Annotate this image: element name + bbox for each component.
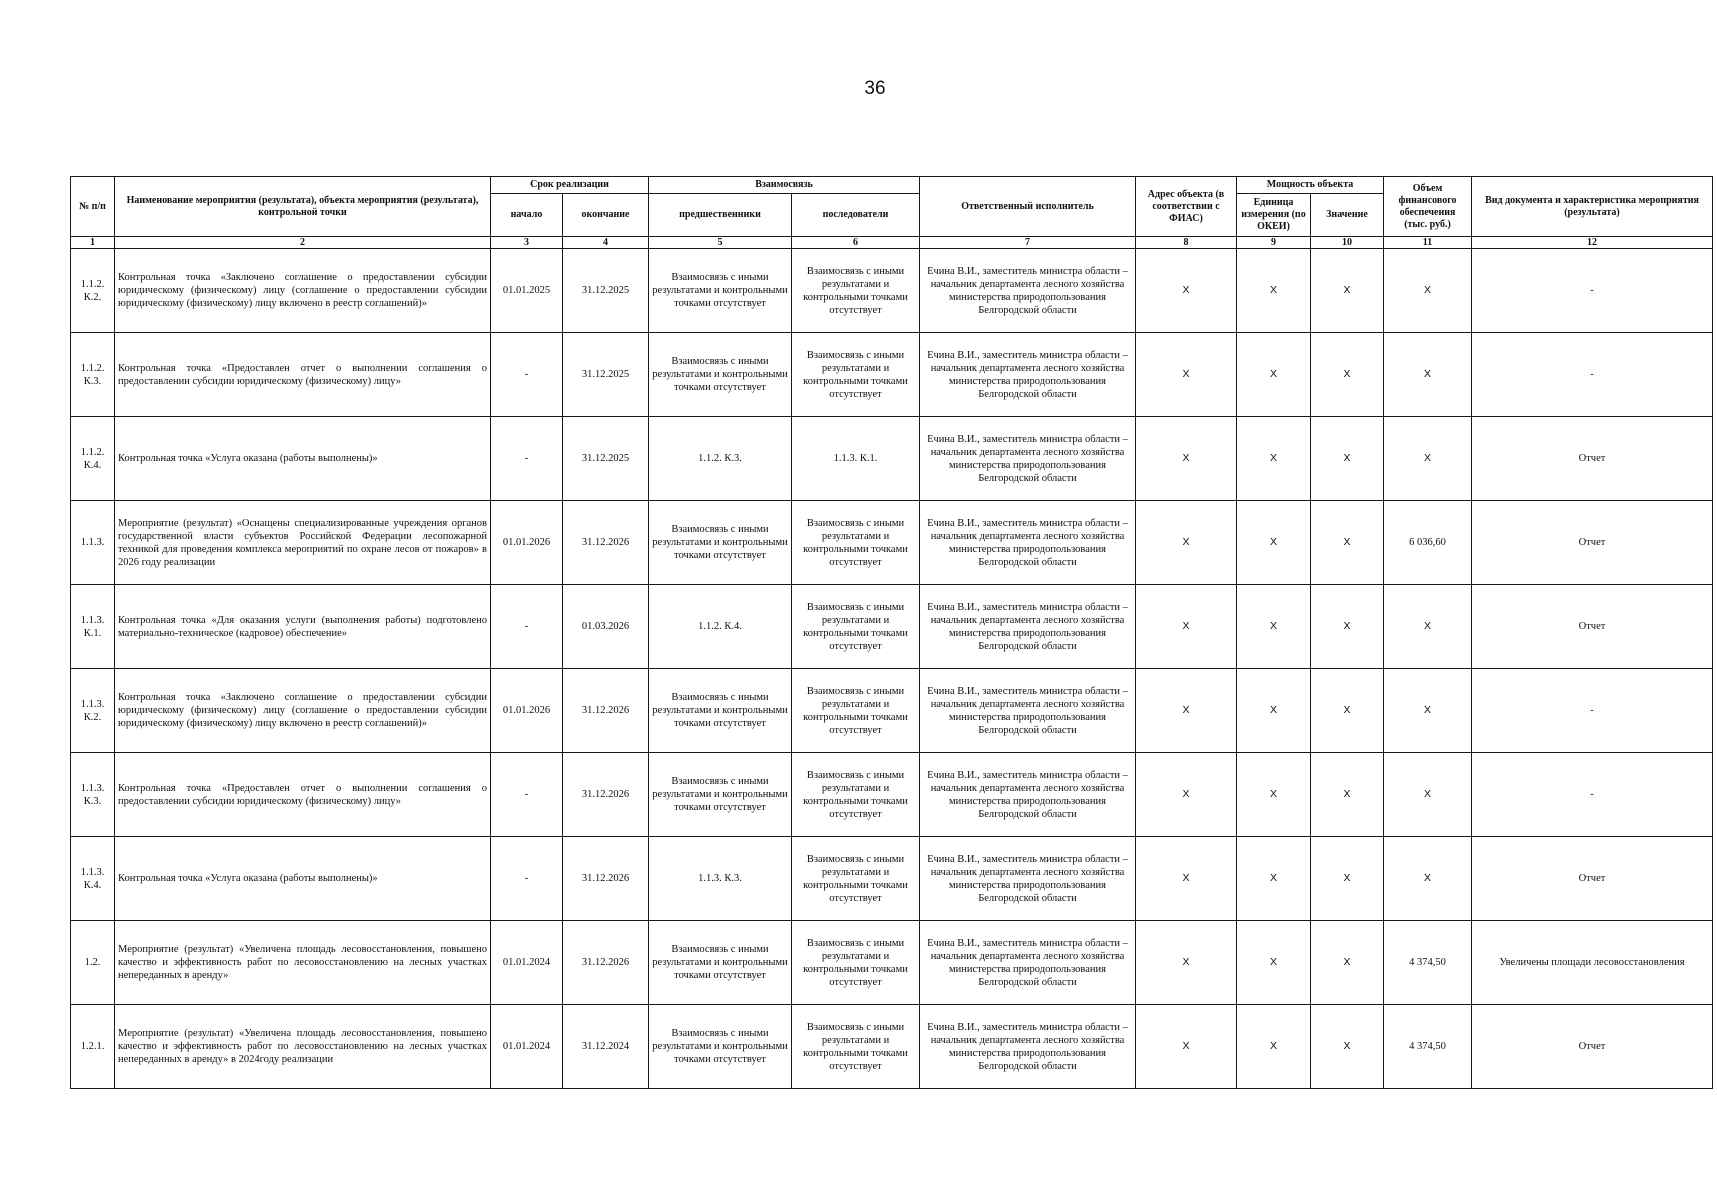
row-end: 31.12.2026 [563,501,649,585]
row-successors: Взаимосвязь с иными результатами и контрольными точками отсутствует [792,753,920,837]
row-document: Отчет [1472,585,1713,669]
column-number: 2 [115,237,491,249]
row-value: X [1311,501,1384,585]
row-name: Контрольная точка «Для оказания услуги (выполнения работы) подготовлено материально-техническое (кадровое) обеспечение» [115,585,491,669]
column-number: 5 [649,237,792,249]
row-unit: X [1237,921,1311,1005]
header-capacity: Мощность объекта [1237,177,1384,194]
column-number: 12 [1472,237,1713,249]
row-predecessors: 1.1.2. К.3. [649,417,792,501]
row-document: - [1472,753,1713,837]
row-start: - [491,837,563,921]
table-row [71,837,1713,921]
row-unit: X [1237,669,1311,753]
row-address: X [1136,669,1237,753]
row-document: Отчет [1472,837,1713,921]
row-value: X [1311,333,1384,417]
column-number: 1 [71,237,115,249]
table-row [71,753,1713,837]
row-finance: X [1384,837,1472,921]
table-body [71,249,1713,1089]
row-start: 01.01.2024 [491,921,563,1005]
row-responsible: Ечина В.И., заместитель министра области – начальник департамента лесного хозяйства министерства природопользования Белгородской области [920,585,1136,669]
header-successors: последователи [792,194,920,237]
row-number: 1.1.3. К.1. [71,585,115,669]
row-name: Контрольная точка «Услуга оказана (работы выполнены)» [115,417,491,501]
column-number: 4 [563,237,649,249]
row-number: 1.1.3. К.2. [71,669,115,753]
row-finance: X [1384,417,1472,501]
row-name: Мероприятие (результат) «Увеличена площадь лесовосстановления, повышено качество и эффективность работ по лесовосстановлению на лесных участках непереданных в аренду» в 2024году реализации [115,1005,491,1089]
header-name: Наименование мероприятия (результата), объекта мероприятия (результата), контрольной точки [115,177,491,237]
row-document: Отчет [1472,417,1713,501]
row-address: X [1136,585,1237,669]
row-start: - [491,417,563,501]
row-predecessors: Взаимосвязь с иными результатами и контрольными точками отсутствует [649,249,792,333]
row-successors: Взаимосвязь с иными результатами и контрольными точками отсутствует [792,585,920,669]
row-address: X [1136,333,1237,417]
row-finance: X [1384,249,1472,333]
row-finance: X [1384,585,1472,669]
row-end: 31.12.2026 [563,921,649,1005]
row-successors: 1.1.3. К.1. [792,417,920,501]
row-end: 31.12.2026 [563,837,649,921]
row-successors: Взаимосвязь с иными результатами и контрольными точками отсутствует [792,1005,920,1089]
row-responsible: Ечина В.И., заместитель министра области – начальник департамента лесного хозяйства министерства природопользования Белгородской области [920,921,1136,1005]
table-row [71,585,1713,669]
row-end: 31.12.2025 [563,249,649,333]
row-value: X [1311,585,1384,669]
row-responsible: Ечина В.И., заместитель министра области – начальник департамента лесного хозяйства министерства природопользования Белгородской области [920,417,1136,501]
row-successors: Взаимосвязь с иными результатами и контрольными точками отсутствует [792,333,920,417]
row-unit: X [1237,753,1311,837]
row-number: 1.2. [71,921,115,1005]
row-value: X [1311,837,1384,921]
row-value: X [1311,417,1384,501]
row-address: X [1136,501,1237,585]
row-finance: 6 036,60 [1384,501,1472,585]
row-unit: X [1237,501,1311,585]
row-start: - [491,585,563,669]
header-link: Взаимосвязь [649,177,920,194]
row-address: X [1136,417,1237,501]
row-address: X [1136,249,1237,333]
row-document: Отчет [1472,501,1713,585]
row-start: 01.01.2026 [491,669,563,753]
column-number: 6 [792,237,920,249]
row-number: 1.1.2. К.2. [71,249,115,333]
row-predecessors: 1.1.2. К.4. [649,585,792,669]
header-finance: Объем финансового обеспечения (тыс. руб.) [1384,177,1472,237]
row-predecessors: Взаимосвязь с иными результатами и контрольными точками отсутствует [649,921,792,1005]
column-number: 7 [920,237,1136,249]
row-responsible: Ечина В.И., заместитель министра области – начальник департамента лесного хозяйства министерства природопользования Белгородской области [920,837,1136,921]
header-num: № п/п [71,177,115,237]
row-predecessors: Взаимосвязь с иными результатами и контрольными точками отсутствует [649,753,792,837]
row-value: X [1311,1005,1384,1089]
row-unit: X [1237,837,1311,921]
row-document: Увеличены площади лесовосстановления [1472,921,1713,1005]
row-name: Контрольная точка «Заключено соглашение о предоставлении субсидии юридическому (физическому) лицу (соглашение о предоставлении субсидии юридическому (физическому) лицу включено в реестр соглашений)» [115,669,491,753]
row-document: - [1472,333,1713,417]
row-number: 1.1.3. [71,501,115,585]
row-end: 31.12.2024 [563,1005,649,1089]
table-row [71,669,1713,753]
header-address: Адрес объекта (в соответствии с ФИАС) [1136,177,1237,237]
row-successors: Взаимосвязь с иными результатами и контрольными точками отсутствует [792,249,920,333]
row-predecessors: 1.1.3. К.3. [649,837,792,921]
header-unit: Единица измерения (по ОКЕИ) [1237,194,1311,237]
row-unit: X [1237,1005,1311,1089]
table-row [71,417,1713,501]
row-successors: Взаимосвязь с иными результатами и контрольными точками отсутствует [792,837,920,921]
column-number: 10 [1311,237,1384,249]
column-number-row [71,237,1713,249]
row-start: - [491,753,563,837]
row-value: X [1311,921,1384,1005]
row-start: 01.01.2025 [491,249,563,333]
column-number: 8 [1136,237,1237,249]
table-row [71,501,1713,585]
row-responsible: Ечина В.И., заместитель министра области – начальник департамента лесного хозяйства министерства природопользования Белгородской области [920,501,1136,585]
column-number: 11 [1384,237,1472,249]
table-header [71,177,1713,249]
row-value: X [1311,669,1384,753]
row-number: 1.1.2. К.4. [71,417,115,501]
row-end: 31.12.2026 [563,753,649,837]
header-predecessors: предшественники [649,194,792,237]
row-responsible: Ечина В.И., заместитель министра области – начальник департамента лесного хозяйства министерства природопользования Белгородской области [920,1005,1136,1089]
row-unit: X [1237,585,1311,669]
row-document: Отчет [1472,1005,1713,1089]
row-address: X [1136,1005,1237,1089]
row-address: X [1136,921,1237,1005]
row-document: - [1472,249,1713,333]
row-document: - [1472,669,1713,753]
row-number: 1.1.2. К.3. [71,333,115,417]
row-predecessors: Взаимосвязь с иными результатами и контрольными точками отсутствует [649,1005,792,1089]
row-name: Контрольная точка «Услуга оказана (работы выполнены)» [115,837,491,921]
column-number: 3 [491,237,563,249]
header-responsible: Ответственный исполнитель [920,177,1136,237]
page-number: 36 [864,78,886,99]
table-row [71,1005,1713,1089]
row-responsible: Ечина В.И., заместитель министра области – начальник департамента лесного хозяйства министерства природопользования Белгородской области [920,669,1136,753]
row-start: 01.01.2026 [491,501,563,585]
row-finance: X [1384,669,1472,753]
row-name: Мероприятие (результат) «Оснащены специализированные учреждения органов государственной власти субъектов Российской Федерации лесопожарной техникой для проведения комплекса мероприятий по охране лесов от пожаров» в 2026 году реализации [115,501,491,585]
row-value: X [1311,249,1384,333]
row-responsible: Ечина В.И., заместитель министра области – начальник департамента лесного хозяйства министерства природопользования Белгородской области [920,753,1136,837]
header-value: Значение [1311,194,1384,237]
row-name: Контрольная точка «Предоставлен отчет о выполнении соглашения о предоставлении субсидии юридическому (физическому) лицу» [115,753,491,837]
row-unit: X [1237,249,1311,333]
header-end: окончание [563,194,649,237]
row-end: 31.12.2025 [563,333,649,417]
row-address: X [1136,837,1237,921]
row-successors: Взаимосвязь с иными результатами и контрольными точками отсутствует [792,921,920,1005]
row-name: Мероприятие (результат) «Увеличена площадь лесовосстановления, повышено качество и эффективность работ по лесовосстановлению на лесных участках непереданных в аренду» [115,921,491,1005]
row-name: Контрольная точка «Предоставлен отчет о выполнении соглашения о предоставлении субсидии юридическому (физическому) лицу» [115,333,491,417]
row-unit: X [1237,417,1311,501]
header-document: Вид документа и характеристика мероприятия (результата) [1472,177,1713,237]
row-end: 31.12.2025 [563,417,649,501]
row-value: X [1311,753,1384,837]
row-address: X [1136,753,1237,837]
row-successors: Взаимосвязь с иными результатами и контрольными точками отсутствует [792,501,920,585]
row-number: 1.1.3. К.4. [71,837,115,921]
row-number: 1.1.3. К.3. [71,753,115,837]
row-predecessors: Взаимосвязь с иными результатами и контрольными точками отсутствует [649,333,792,417]
row-successors: Взаимосвязь с иными результатами и контрольными точками отсутствует [792,669,920,753]
row-finance: 4 374,50 [1384,1005,1472,1089]
row-end: 31.12.2026 [563,669,649,753]
row-number: 1.2.1. [71,1005,115,1089]
row-start: 01.01.2024 [491,1005,563,1089]
row-unit: X [1237,333,1311,417]
row-name: Контрольная точка «Заключено соглашение о предоставлении субсидии юридическому (физическому) лицу (соглашение о предоставлении субсидии юридическому (физическому) лицу включено в реестр соглашений)» [115,249,491,333]
row-finance: X [1384,753,1472,837]
table-row [71,333,1713,417]
row-finance: X [1384,333,1472,417]
row-predecessors: Взаимосвязь с иными результатами и контрольными точками отсутствует [649,669,792,753]
row-finance: 4 374,50 [1384,921,1472,1005]
table-row [71,921,1713,1005]
table-row [71,249,1713,333]
plan-table [70,176,1713,1089]
row-start: - [491,333,563,417]
header-start: начало [491,194,563,237]
row-end: 01.03.2026 [563,585,649,669]
header-period: Срок реализации [491,177,649,194]
row-predecessors: Взаимосвязь с иными результатами и контрольными точками отсутствует [649,501,792,585]
column-number: 9 [1237,237,1311,249]
row-responsible: Ечина В.И., заместитель министра области – начальник департамента лесного хозяйства министерства природопользования Белгородской области [920,333,1136,417]
row-responsible: Ечина В.И., заместитель министра области – начальник департамента лесного хозяйства министерства природопользования Белгородской области [920,249,1136,333]
